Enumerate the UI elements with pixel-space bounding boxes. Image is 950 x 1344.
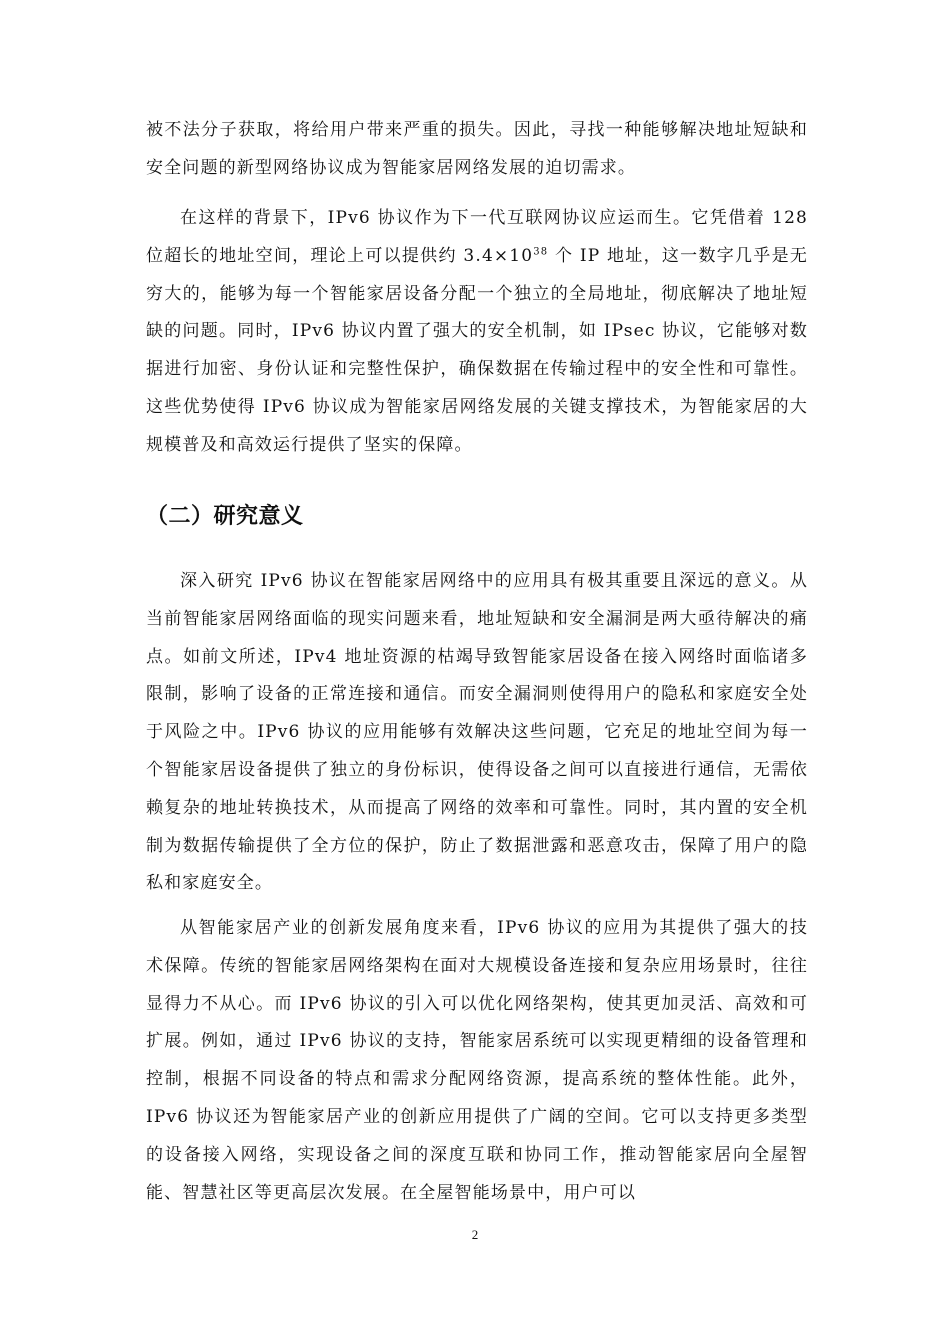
section-heading: （二）研究意义: [146, 504, 304, 529]
exponent: 38: [533, 246, 549, 258]
paragraph-significance: 深入研究 IPv6 协议在智能家居网络中的应用具有极其重要且深远的意义。从当前智能家居网络面临的现实问题来看，地址短缺和安全漏洞是两大亟待解决的痛点。如前文所述，IPv4 地址资源的枯竭导致智能家居设备在接入网络时面临诸多限制，影响了设备的正常连接和通信。而安全漏洞则使得用户的隐私和家庭安全处于风险之中。IPv6 协议的应用能够有效解决这些问题，它充足的地址空间为每一个智能家居设备提供了独立的身份标识，使得设备之间可以直接进行通信，无需依赖复杂的地址转换技术，从而提高了网络的效率和可靠性。同时，其内置的安全机制为数据传输提供了全方位的保护，防止了数据泄露和恶意攻击，保障了用户的隐私和家庭安全。: [146, 571, 808, 894]
paragraph-background: [146, 200, 808, 465]
paragraph-industry: 从智能家居产业的创新发展角度来看，IPv6 协议的应用为其提供了强大的技术保障。传统的智能家居网络架构在面对大规模设备连接和复杂应用场景时，往往显得力不从心。而 IPv6 协议的引入可以优化网络架构，使其更加灵活、高效和可扩展。例如，通过 IPv6 协议的支持，智能家居系统可以实现更精细的设备管理和控制，根据不同设备的特点和需求分配网络资源，提高系统的整体性能。此外，IPv6 协议还为智能家居产业的创新应用提供了广阔的空间。它可以支持更多类型的设备接入网络，实现设备之间的深度互联和协同工作，推动智能家居向全屋智能、智慧社区等更高层次发展。在全屋智能场景中，用户可以: [146, 918, 808, 1203]
paragraph-continuation: 被不法分子获取，将给用户带来严重的损失。因此，寻找一种能够解决地址短缺和安全问题的新型网络协议成为智能家居网络发展的迫切需求。: [146, 120, 808, 178]
paragraph-background-part1: 在这样的背景下，IPv6 协议作为下一代互联网协议应运而生。它凭借着 128 位超长的地址空间，理论上可以提供约 3.4×10: [146, 208, 808, 266]
paragraph-background-part2: 个 IP 地址，这一数字几乎是无穷大的，能够为每一个智能家居设备分配一个独立的全局地址，彻底解决了地址短缺的问题。同时，IPv6 协议内置了强大的安全机制，如 IPsec 协议，它能够对数据进行加密、身份认证和完整性保护，确保数据在传输过程中的安全性和可靠性。这些优势使得 IPv6 协议成为智能家居网络发展的关键支撑技术，为智能家居的大规模普及和高效运行提供了坚实的保障。: [146, 245, 809, 455]
page-number: 2: [471, 1227, 479, 1242]
